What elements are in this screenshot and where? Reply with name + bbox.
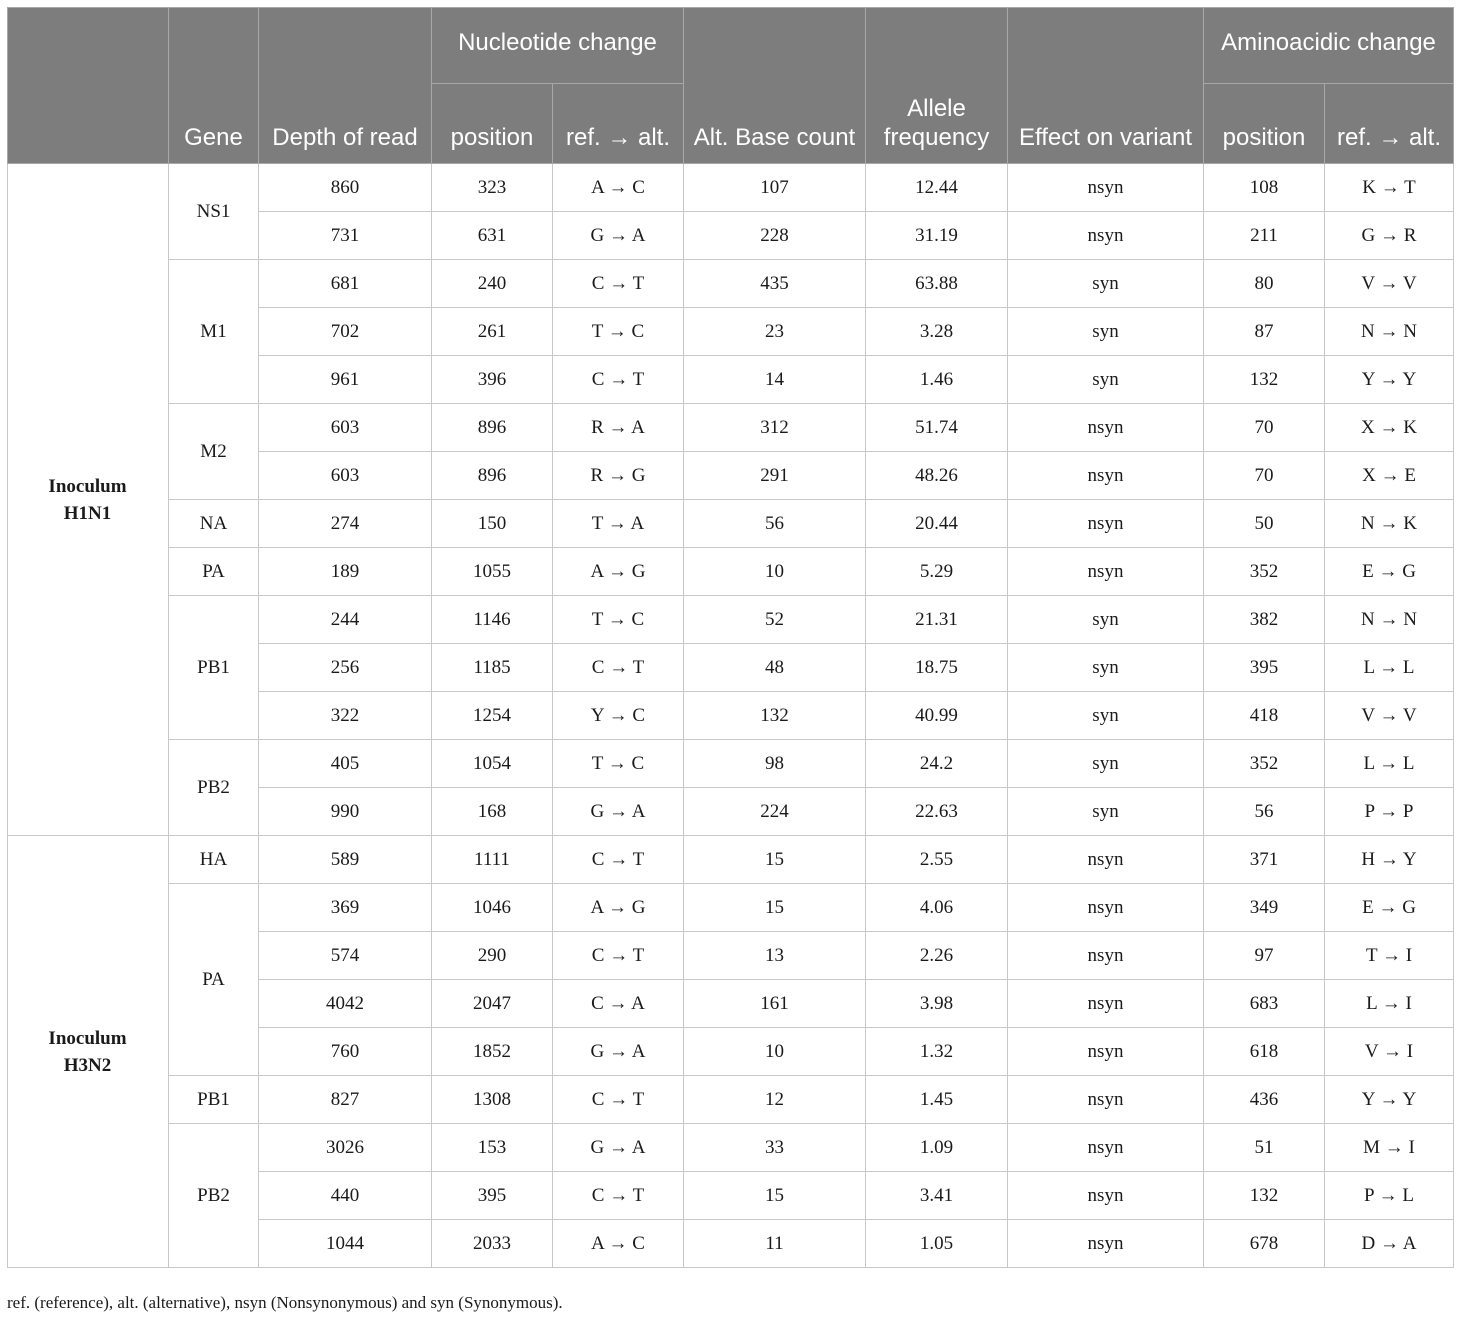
aa-change-cell: E → G: [1325, 884, 1454, 932]
gene-cell: PA: [169, 884, 259, 1076]
nt-change-cell: R → G: [553, 452, 684, 500]
effect-cell: nsyn: [1008, 884, 1204, 932]
nt-position-cell: 1146: [432, 596, 553, 644]
allele-frequency-cell: 1.46: [866, 356, 1008, 404]
depth-cell: 603: [259, 452, 432, 500]
depth-cell: 4042: [259, 980, 432, 1028]
nt-position-cell: 1111: [432, 836, 553, 884]
alt-count-cell: 312: [684, 404, 866, 452]
aa-position-cell: 352: [1204, 548, 1325, 596]
effect-cell: nsyn: [1008, 1028, 1204, 1076]
alt-count-cell: 435: [684, 260, 866, 308]
aa-position-cell: 80: [1204, 260, 1325, 308]
nt-position-cell: 1185: [432, 644, 553, 692]
allele-frequency-cell: 3.98: [866, 980, 1008, 1028]
depth-cell: 827: [259, 1076, 432, 1124]
alt-count-cell: 15: [684, 1172, 866, 1220]
allele-frequency-cell: 1.09: [866, 1124, 1008, 1172]
table-row: [8, 404, 1454, 452]
gene-cell: M2: [169, 404, 259, 500]
table-row: [8, 596, 1454, 644]
aa-change-cell: N → N: [1325, 308, 1454, 356]
allele-frequency-cell: 5.29: [866, 548, 1008, 596]
nt-change-cell: C → T: [553, 1076, 684, 1124]
allele-frequency-cell: 21.31: [866, 596, 1008, 644]
aa-position-cell: 395: [1204, 644, 1325, 692]
depth-cell: 574: [259, 932, 432, 980]
aminoacidic-change-header: Aminoacidic change: [1204, 8, 1454, 84]
gene-cell: HA: [169, 836, 259, 884]
alt-count-cell: 107: [684, 164, 866, 212]
allele-frequency-cell: 12.44: [866, 164, 1008, 212]
aa-position-cell: 132: [1204, 356, 1325, 404]
effect-cell: nsyn: [1008, 1076, 1204, 1124]
depth-cell: 274: [259, 500, 432, 548]
aa-change-cell: E → G: [1325, 548, 1454, 596]
aa-change-cell: T → I: [1325, 932, 1454, 980]
aa-position-cell: 50: [1204, 500, 1325, 548]
aa-position-cell: 418: [1204, 692, 1325, 740]
nucleotide-change-header: Nucleotide change: [432, 8, 684, 84]
effect-cell: syn: [1008, 788, 1204, 836]
nt-change-cell: C → T: [553, 356, 684, 404]
nt-position-cell: 323: [432, 164, 553, 212]
allele-frequency-cell: 3.41: [866, 1172, 1008, 1220]
allele-frequency-cell: 2.55: [866, 836, 1008, 884]
aa-position-cell: 436: [1204, 1076, 1325, 1124]
effect-cell: syn: [1008, 356, 1204, 404]
alt-count-cell: 15: [684, 836, 866, 884]
alt-count-cell: 10: [684, 548, 866, 596]
alt-base-count-header: Alt. Base count: [684, 8, 866, 164]
aa-change-cell: L → L: [1325, 644, 1454, 692]
aa-position-cell: 132: [1204, 1172, 1325, 1220]
variant-table: [7, 7, 1454, 1268]
aa-change-cell: D → A: [1325, 1220, 1454, 1268]
nt-change-cell: C → T: [553, 836, 684, 884]
table-row: [8, 740, 1454, 788]
allele-frequency-header: Allele frequency: [866, 8, 1008, 164]
aa-change-cell: X → E: [1325, 452, 1454, 500]
nt-position-cell: 1852: [432, 1028, 553, 1076]
aa-change-cell: Y → Y: [1325, 1076, 1454, 1124]
alt-count-cell: 14: [684, 356, 866, 404]
allele-frequency-cell: 1.45: [866, 1076, 1008, 1124]
aa-change-cell: P → P: [1325, 788, 1454, 836]
effect-cell: nsyn: [1008, 548, 1204, 596]
effect-cell: nsyn: [1008, 1220, 1204, 1268]
allele-frequency-cell: 2.26: [866, 932, 1008, 980]
allele-frequency-cell: 24.2: [866, 740, 1008, 788]
nt-change-cell: G → A: [553, 1124, 684, 1172]
nt-position-cell: 395: [432, 1172, 553, 1220]
alt-count-cell: 48: [684, 644, 866, 692]
effect-cell: syn: [1008, 740, 1204, 788]
effect-cell: nsyn: [1008, 980, 1204, 1028]
depth-cell: 731: [259, 212, 432, 260]
aa-position-cell: 51: [1204, 1124, 1325, 1172]
aa-change-cell: V → V: [1325, 260, 1454, 308]
effect-cell: syn: [1008, 596, 1204, 644]
alt-count-cell: 33: [684, 1124, 866, 1172]
sample-group-cell: [8, 164, 169, 836]
allele-frequency-cell: 1.32: [866, 1028, 1008, 1076]
depth-cell: 244: [259, 596, 432, 644]
depth-cell: 3026: [259, 1124, 432, 1172]
aa-change-cell: P → L: [1325, 1172, 1454, 1220]
aa-change-cell: V → I: [1325, 1028, 1454, 1076]
nt-position-cell: 1254: [432, 692, 553, 740]
gene-cell: PB1: [169, 596, 259, 740]
effect-cell: nsyn: [1008, 932, 1204, 980]
effect-cell: nsyn: [1008, 404, 1204, 452]
allele-frequency-cell: 63.88: [866, 260, 1008, 308]
effect-cell: syn: [1008, 692, 1204, 740]
aa-change-cell: V → V: [1325, 692, 1454, 740]
header-row-1: [8, 8, 1454, 84]
depth-cell: 589: [259, 836, 432, 884]
effect-cell: nsyn: [1008, 452, 1204, 500]
aa-position-cell: 349: [1204, 884, 1325, 932]
gene-header: Gene: [169, 8, 259, 164]
depth-cell: 322: [259, 692, 432, 740]
nt-position-cell: 261: [432, 308, 553, 356]
depth-cell: 369: [259, 884, 432, 932]
aa-position-cell: 618: [1204, 1028, 1325, 1076]
nt-position-cell: 2047: [432, 980, 553, 1028]
allele-frequency-cell: 48.26: [866, 452, 1008, 500]
aa-position-cell: 87: [1204, 308, 1325, 356]
nt-change-cell: Y → C: [553, 692, 684, 740]
alt-count-cell: 98: [684, 740, 866, 788]
nt-position-cell: 1054: [432, 740, 553, 788]
effect-cell: nsyn: [1008, 500, 1204, 548]
effect-cell: nsyn: [1008, 836, 1204, 884]
aa-change-cell: M → I: [1325, 1124, 1454, 1172]
sample-group-subtype: H3N2: [63, 1054, 112, 1076]
nt-position-cell: 396: [432, 356, 553, 404]
nt-change-cell: G → A: [553, 788, 684, 836]
nt-change-cell: A → C: [553, 1220, 684, 1268]
alt-count-cell: 23: [684, 308, 866, 356]
alt-count-cell: 12: [684, 1076, 866, 1124]
gene-cell: NS1: [169, 164, 259, 260]
allele-frequency-cell: 40.99: [866, 692, 1008, 740]
nt-position-cell: 1046: [432, 884, 553, 932]
nt-change-cell: T → C: [553, 596, 684, 644]
alt-count-cell: 11: [684, 1220, 866, 1268]
nt-position-cell: 1055: [432, 548, 553, 596]
effect-cell: nsyn: [1008, 1172, 1204, 1220]
nt-change-cell: T → A: [553, 500, 684, 548]
nt-change-cell: R → A: [553, 404, 684, 452]
sample-group-label: Inoculum: [48, 475, 127, 497]
nt-change-cell: C → T: [553, 260, 684, 308]
aa-change-cell: Y → Y: [1325, 356, 1454, 404]
aa-position-cell: 371: [1204, 836, 1325, 884]
depth-cell: 603: [259, 404, 432, 452]
aa-position-cell: 678: [1204, 1220, 1325, 1268]
nt-change-cell: C → T: [553, 644, 684, 692]
alt-count-cell: 161: [684, 980, 866, 1028]
table-row: [8, 884, 1454, 932]
nt-change-cell: C → T: [553, 1172, 684, 1220]
depth-cell: 189: [259, 548, 432, 596]
depth-cell: 1044: [259, 1220, 432, 1268]
nt-position-cell: 168: [432, 788, 553, 836]
nt-change-cell: T → C: [553, 740, 684, 788]
table-row: [8, 260, 1454, 308]
gene-cell: PA: [169, 548, 259, 596]
nt-position-cell: 290: [432, 932, 553, 980]
aa-ref-alt-header: ref. → alt.: [1325, 84, 1454, 164]
gene-cell: NA: [169, 500, 259, 548]
depth-cell: 961: [259, 356, 432, 404]
table-row: [8, 164, 1454, 212]
nt-position-cell: 150: [432, 500, 553, 548]
nt-change-cell: C → T: [553, 932, 684, 980]
aa-position-cell: 97: [1204, 932, 1325, 980]
table-row: [8, 500, 1454, 548]
depth-cell: 702: [259, 308, 432, 356]
nt-change-cell: G → A: [553, 1028, 684, 1076]
nt-position-cell: 631: [432, 212, 553, 260]
alt-count-cell: 132: [684, 692, 866, 740]
table-header: [8, 8, 1454, 164]
allele-frequency-cell: 22.63: [866, 788, 1008, 836]
alt-count-cell: 291: [684, 452, 866, 500]
nt-position-cell: 896: [432, 452, 553, 500]
nt-change-cell: G → A: [553, 212, 684, 260]
depth-cell: 990: [259, 788, 432, 836]
table-row: [8, 1124, 1454, 1172]
aa-change-cell: K → T: [1325, 164, 1454, 212]
table-footnote: ref. (reference), alt. (alternative), nsyn (Nonsynonymous) and syn (Synonymous).: [7, 1293, 563, 1312]
allele-frequency-cell: 51.74: [866, 404, 1008, 452]
depth-cell: 440: [259, 1172, 432, 1220]
nt-position-cell: 1308: [432, 1076, 553, 1124]
nt-change-cell: C → A: [553, 980, 684, 1028]
sample-group-cell: [8, 836, 169, 1268]
nt-position-cell: 2033: [432, 1220, 553, 1268]
alt-count-cell: 56: [684, 500, 866, 548]
allele-frequency-cell: 4.06: [866, 884, 1008, 932]
alt-count-cell: 10: [684, 1028, 866, 1076]
effect-cell: syn: [1008, 260, 1204, 308]
allele-frequency-cell: 3.28: [866, 308, 1008, 356]
depth-cell: 405: [259, 740, 432, 788]
nt-position-cell: 896: [432, 404, 553, 452]
effect-cell: syn: [1008, 644, 1204, 692]
nt-change-cell: A → C: [553, 164, 684, 212]
aa-position-cell: 56: [1204, 788, 1325, 836]
alt-count-cell: 224: [684, 788, 866, 836]
nt-position-cell: 240: [432, 260, 553, 308]
aa-position-cell: 683: [1204, 980, 1325, 1028]
allele-frequency-cell: 31.19: [866, 212, 1008, 260]
sample-group-label: Inoculum: [48, 1027, 127, 1049]
depth-header: Depth of read: [259, 8, 432, 164]
allele-frequency-cell: 1.05: [866, 1220, 1008, 1268]
aa-position-header: position: [1204, 84, 1325, 164]
group-column-header: [8, 8, 169, 164]
table-row: [8, 836, 1454, 884]
effect-cell: nsyn: [1008, 212, 1204, 260]
aa-position-cell: 70: [1204, 452, 1325, 500]
alt-count-cell: 15: [684, 884, 866, 932]
nt-ref-alt-header: ref. → alt.: [553, 84, 684, 164]
aa-position-cell: 70: [1204, 404, 1325, 452]
depth-cell: 256: [259, 644, 432, 692]
depth-cell: 760: [259, 1028, 432, 1076]
aa-change-cell: L → I: [1325, 980, 1454, 1028]
sample-group-subtype: H1N1: [63, 502, 112, 524]
aa-change-cell: N → K: [1325, 500, 1454, 548]
allele-frequency-cell: 18.75: [866, 644, 1008, 692]
depth-cell: 681: [259, 260, 432, 308]
table-row: [8, 548, 1454, 596]
nt-position-cell: 153: [432, 1124, 553, 1172]
aa-position-cell: 352: [1204, 740, 1325, 788]
aa-position-cell: 211: [1204, 212, 1325, 260]
nt-change-cell: A → G: [553, 548, 684, 596]
aa-change-cell: X → K: [1325, 404, 1454, 452]
alt-count-cell: 228: [684, 212, 866, 260]
nt-position-header: position: [432, 84, 553, 164]
aa-change-cell: L → L: [1325, 740, 1454, 788]
effect-cell: nsyn: [1008, 1124, 1204, 1172]
table-body: [8, 164, 1454, 1268]
gene-cell: PB2: [169, 1124, 259, 1268]
aa-change-cell: G → R: [1325, 212, 1454, 260]
depth-cell: 860: [259, 164, 432, 212]
nt-change-cell: A → G: [553, 884, 684, 932]
gene-cell: PB1: [169, 1076, 259, 1124]
alt-count-cell: 52: [684, 596, 866, 644]
alt-count-cell: 13: [684, 932, 866, 980]
aa-change-cell: N → N: [1325, 596, 1454, 644]
gene-cell: M1: [169, 260, 259, 404]
aa-change-cell: H → Y: [1325, 836, 1454, 884]
nt-change-cell: T → C: [553, 308, 684, 356]
table-row: [8, 1076, 1454, 1124]
aa-position-cell: 382: [1204, 596, 1325, 644]
gene-cell: PB2: [169, 740, 259, 836]
effect-cell: syn: [1008, 308, 1204, 356]
effect-cell: nsyn: [1008, 164, 1204, 212]
effect-header: Effect on variant: [1008, 8, 1204, 164]
aa-position-cell: 108: [1204, 164, 1325, 212]
allele-frequency-cell: 20.44: [866, 500, 1008, 548]
